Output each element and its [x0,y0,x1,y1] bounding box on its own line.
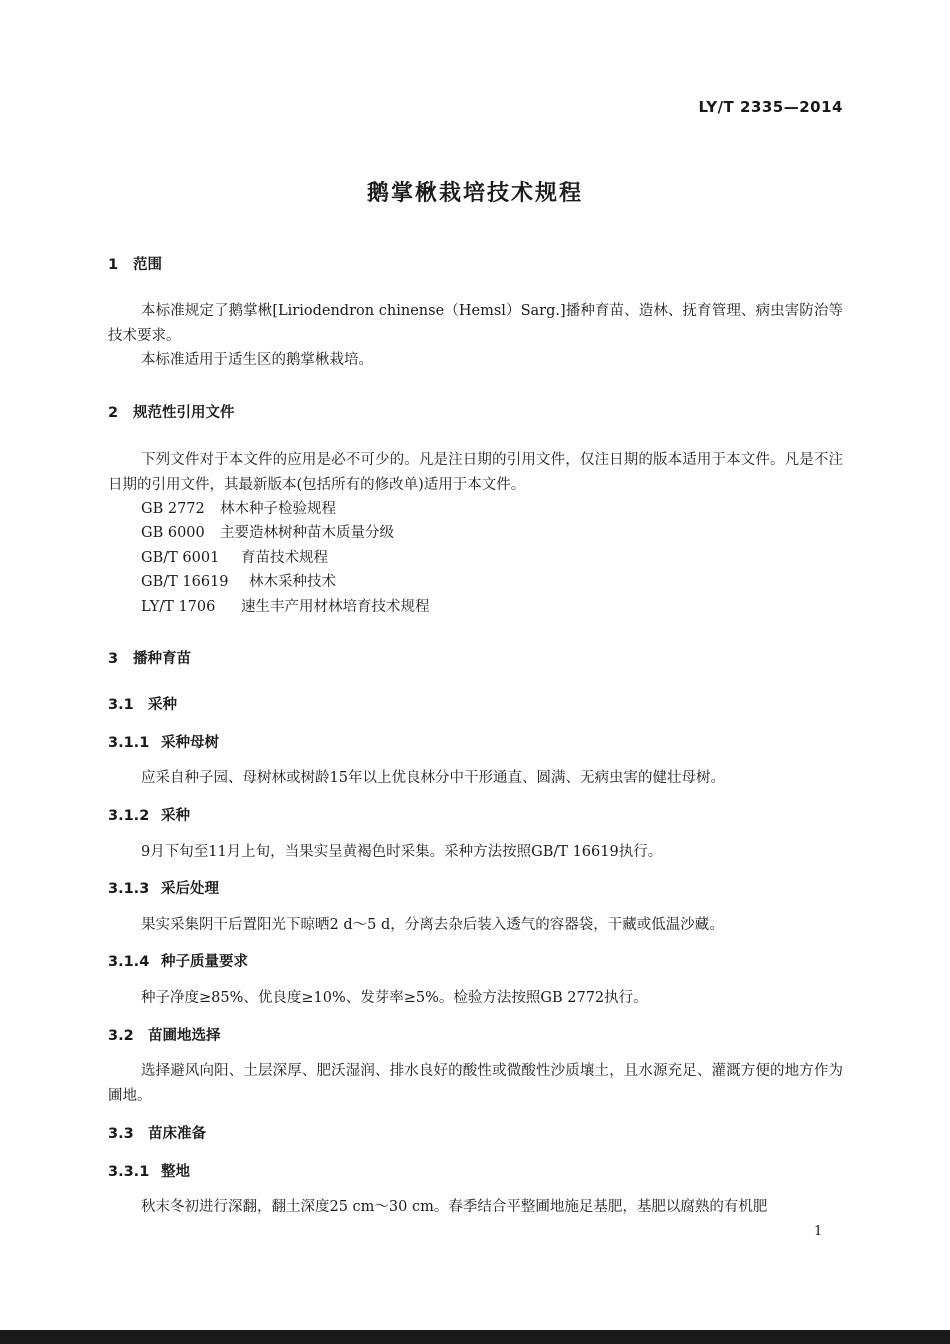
section-number: 3.3.1 [108,1164,150,1180]
reference-item [141,546,328,567]
section-3-3-heading [108,1122,206,1143]
section-title: 种子质量要求 [161,954,248,970]
reference-code: GB 2772 [141,501,205,517]
section-1-paragraph-2: 本标准适用于适生区的鹅掌楸栽培。 [141,352,373,368]
document-title: 鹅掌楸栽培技术规程 [366,181,583,206]
reference-title: 育苗技术规程 [241,550,328,566]
section-number: 3.1.1 [108,735,150,751]
section-3-3-1-text: 秋末冬初进行深翻，翻土深度25 cm～30 cm。春季结合平整圃地施足基肥，基肥以腐熟的有机肥 [141,1199,768,1215]
reference-code: GB 6000 [141,525,205,541]
section-number: 2 [108,405,119,421]
section-3-heading [108,647,191,668]
section-number: 3.1 [108,697,134,713]
section-number: 1 [108,257,119,273]
section-title: 规范性引用文件 [133,405,235,421]
section-3-1-4-text: 种子净度≥85%、优良度≥10%、发芽率≥5%。检验方法按照GB 2772执行。 [141,990,648,1006]
reference-item [141,497,336,518]
reference-code: LY/T 1706 [141,599,216,615]
section-number: 3.1.3 [108,881,150,897]
section-3-2-text: 选择避风向阳、土层深厚、肥沃湿润、排水良好的酸性或微酸性沙质壤土，且水源充足、灌溉方便的地方作为圃地。 [108,1063,843,1104]
section-title: 范围 [133,257,162,273]
section-3-1-4-heading [108,950,248,971]
reference-item [141,570,336,591]
reference-code: GB/T 16619 [141,574,229,590]
section-number: 3.1.2 [108,808,150,824]
section-3-1-1-text: 应采自种子园、母树林或树龄15年以上优良林分中干形通直、圆满、无病虫害的健壮母树。 [141,770,725,786]
section-3-1-3-text: 果实采集阴干后置阳光下晾晒2 d～5 d，分离去杂后装入透气的容器袋，干藏或低温沙藏。 [141,917,724,933]
reference-title: 林木种子检验规程 [220,501,336,517]
reference-title: 速生丰产用材林培育技术规程 [241,599,430,615]
standard-number: LY/T 2335—2014 [698,98,843,116]
section-title: 播种育苗 [133,651,191,667]
section-title: 采种 [161,808,190,824]
section-number: 3 [108,651,119,667]
reference-title: 林木采种技术 [249,574,336,590]
section-2-heading [108,401,235,422]
section-3-1-1-heading [108,731,219,752]
section-number: 3.2 [108,1028,134,1044]
section-3-1-heading [108,693,177,714]
section-3-1-2-text: 9月下旬至11月上旬，当果实呈黄褐色时采集。采种方法按照GB/T 16619执行。 [141,844,663,860]
section-1-paragraph-1: 本标准规定了鹅掌楸[Liriodendron chinense（Hemsl）Sarg.]播种育苗、造林、抚育管理、病虫害防治等技术要求。 [108,303,843,344]
reference-item [141,521,394,542]
reference-title: 主要造林树种苗木质量分级 [220,525,394,541]
section-title: 整地 [161,1164,190,1180]
section-title: 采种母树 [161,735,219,751]
section-1-heading [108,253,162,274]
section-3-2-heading [108,1024,221,1045]
section-3-1-3-heading [108,877,219,898]
section-title: 苗床准备 [148,1126,206,1142]
section-3-1-2-heading [108,804,190,825]
section-2-paragraph-1: 下列文件对于本文件的应用是必不可少的。凡是注日期的引用文件，仅注日期的版本适用于本文件。凡是不注日期的引用文件，其最新版本(包括所有的修改单)适用于本文件。 [108,452,843,493]
section-number: 3.1.4 [108,954,150,970]
section-number: 3.3 [108,1126,134,1142]
section-3-3-1-heading [108,1160,190,1181]
section-title: 采种 [148,697,177,713]
reference-item [141,595,430,616]
section-title: 苗圃地选择 [148,1028,221,1044]
section-title: 采后处理 [161,881,219,897]
bottom-border [0,1330,950,1344]
reference-code: GB/T 6001 [141,550,220,566]
page-number: 1 [814,1224,823,1239]
